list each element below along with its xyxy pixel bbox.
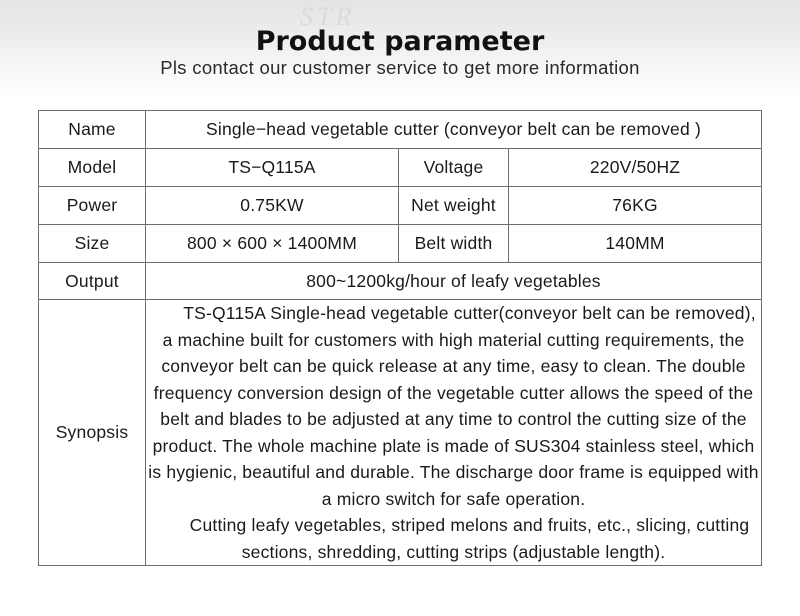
model-label: Model xyxy=(39,149,146,187)
size-value: 800 × 600 × 1400MM xyxy=(146,225,399,263)
net-weight-value: 76KG xyxy=(509,187,762,225)
table-row-power xyxy=(39,187,762,225)
synopsis-text xyxy=(146,300,762,566)
table-row-output xyxy=(39,263,762,300)
voltage-value: 220V/50HZ xyxy=(509,149,762,187)
power-value: 0.75KW xyxy=(146,187,399,225)
size-label: Size xyxy=(39,225,146,263)
table-row-synopsis xyxy=(39,300,762,566)
synopsis-paragraph: TS-Q115A Single-head vegetable cutter(conveyor belt can be removed), a machine built for customers with high material cutting requirements, the conveyor belt can be quick release at any time, easy to clean. The double frequency conversion design of the vegetable cutter allows the speed of the belt and blades to be adjusted at any time to control the cutting size of the product. The whole machine plate is made of SUS304 stainless steel, which is hygienic, beautiful and durable. The discharge door frame is equipped with a micro switch for safe operation. xyxy=(148,303,759,509)
watermark-logo: STR xyxy=(300,2,356,31)
name-label: Name xyxy=(39,111,146,149)
table-row-size xyxy=(39,225,762,263)
model-value: TS−Q115A xyxy=(146,149,399,187)
output-label: Output xyxy=(39,263,146,300)
parameter-table xyxy=(38,110,762,566)
belt-width-label: Belt width xyxy=(399,225,509,263)
power-label: Power xyxy=(39,187,146,225)
table-row-model xyxy=(39,149,762,187)
belt-width-value: 140MM xyxy=(509,225,762,263)
synopsis-paragraph: Cutting leafy vegetables, striped melons and fruits, etc., slicing, cutting sections, shredding, cutting strips (adjustable length). xyxy=(189,515,750,562)
synopsis-label: Synopsis xyxy=(39,300,146,566)
output-value: 800~1200kg/hour of leafy vegetables xyxy=(146,263,762,300)
page-subtitle: Pls contact our customer service to get more information xyxy=(160,57,640,78)
net-weight-label: Net weight xyxy=(399,187,509,225)
voltage-label: Voltage xyxy=(399,149,509,187)
name-value: Single−head vegetable cutter (conveyor belt can be removed ) xyxy=(146,111,762,149)
table-row-name xyxy=(39,111,762,149)
page-title: Product parameter xyxy=(255,26,545,57)
